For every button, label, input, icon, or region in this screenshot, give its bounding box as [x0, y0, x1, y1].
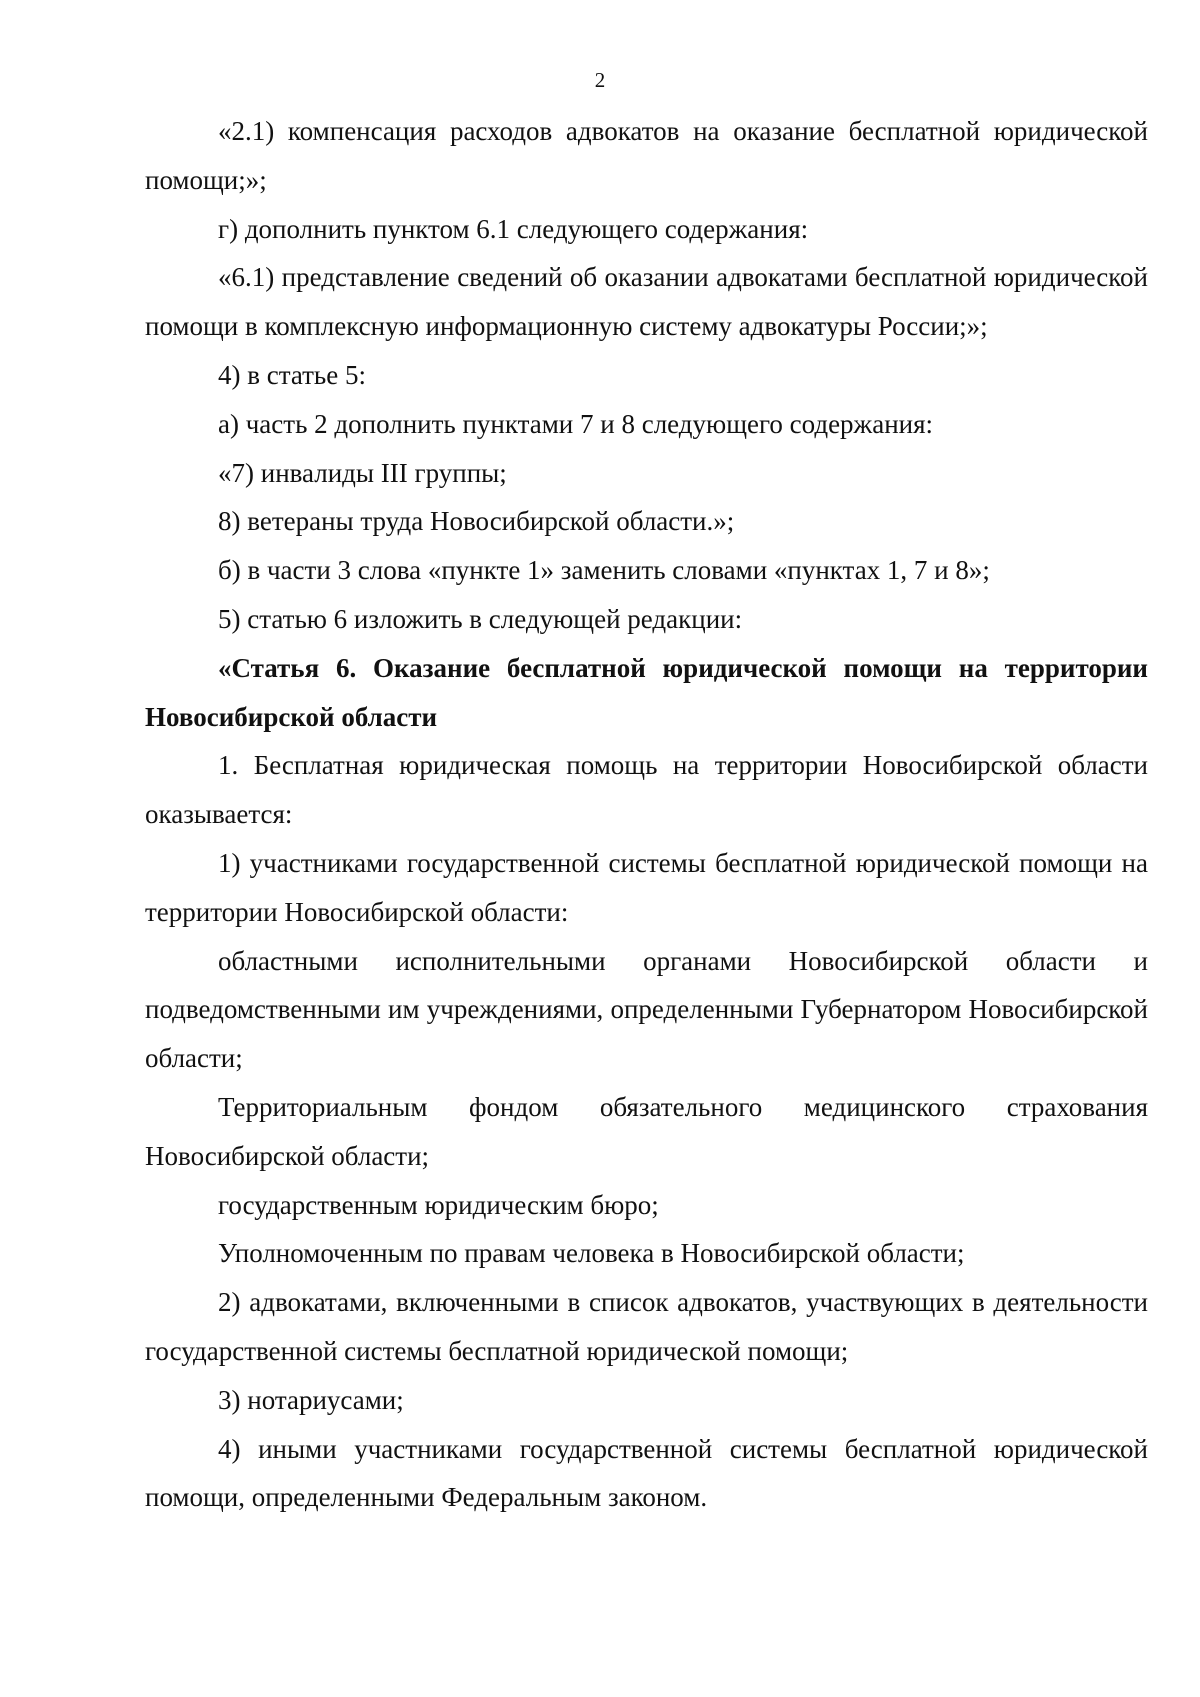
- paragraph: 4) в статье 5:: [218, 359, 366, 390]
- paragraph: 3) нотариусами;: [218, 1384, 404, 1415]
- paragraph: 1) участниками государственной системы бесплатной юридической помощи на территории Новосибирской области:: [145, 847, 1148, 927]
- paragraph: 1. Бесплатная юридическая помощь на территории Новосибирской области оказывается:: [145, 750, 1148, 830]
- paragraph: 4) иными участниками государственной системы бесплатной юридической помощи, определенными Федеральным законом.: [145, 1433, 1148, 1513]
- page-number: 2: [594, 68, 606, 92]
- paragraph: г) дополнить пунктом 6.1 следующего содержания:: [218, 213, 809, 244]
- paragraph: 8) ветераны труда Новосибирской области.»;: [218, 506, 735, 537]
- paragraph: а) часть 2 дополнить пунктами 7 и 8 следующего содержания:: [218, 408, 934, 439]
- paragraph: «7) инвалиды III группы;: [218, 457, 507, 488]
- paragraph: «2.1) компенсация расходов адвокатов на оказание бесплатной юридической помощи;»;: [145, 116, 1148, 195]
- paragraph: Территориальным фондом обязательного медицинского страхования Новосибирской области;: [145, 1091, 1148, 1171]
- paragraph: государственным юридическим бюро;: [218, 1189, 659, 1220]
- paragraph: 2) адвокатами, включенными в список адвокатов, участвующих в деятельности государственной системы бесплатной юридической помощи;: [145, 1287, 1148, 1366]
- paragraph: «6.1) представление сведений об оказании адвокатами бесплатной юридической помощи в комплексную информационную систему адвокатуры России;»;: [145, 262, 1148, 342]
- paragraph: областными исполнительными органами Новосибирской области и подведомственными им учреждениями, определенными Губернатором Новосибирской области;: [145, 945, 1148, 1074]
- document-body: [145, 107, 1148, 1522]
- paragraph: Уполномоченным по правам человека в Новосибирской области;: [218, 1238, 965, 1269]
- paragraph: 5) статью 6 изложить в следующей редакции:: [218, 603, 743, 634]
- paragraph: б) в части 3 слова «пункте 1» заменить словами «пунктах 1, 7 и 8»;: [218, 555, 990, 586]
- article-heading: «Статья 6. Оказание бесплатной юридической помощи на территории Новосибирской области: [145, 652, 1148, 732]
